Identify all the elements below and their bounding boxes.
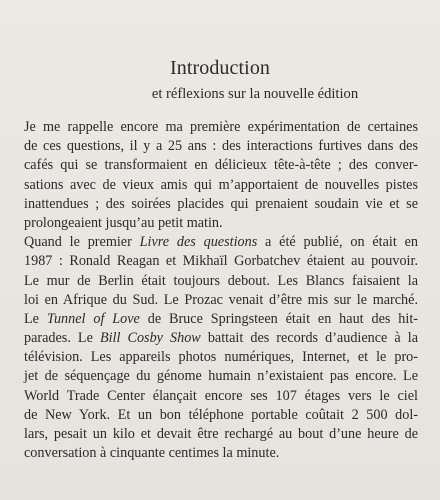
text-line: 1987 : Ronald Reagan et Mikhaïl Gorbatchev étaient au pouvoir. [24,253,418,270]
text-line [24,329,418,348]
text-line: jet de séquençage du génome humain n’existaient pas encore. Le [24,368,418,385]
text-run: battait des records d’audience à la [200,330,418,347]
text-run: parades. Le [24,330,100,347]
book-title: Livre des questions [139,234,258,251]
body-text [24,118,418,463]
text-run: Quand le premier [24,234,140,251]
text-line [24,310,418,329]
text-line: Le mur de Berlin était toujours debout. Les Blancs faisaient la [24,272,418,289]
text-line: loi en Afrique du Sud. Le Prozac venait d’être mis sur le marché. [24,291,418,308]
text-line: Je me rappelle encore ma première expérimentation de certaines [24,119,418,135]
text-line: sations avec de vieux amis qui m’apportaient de nouvelles pistes [24,176,418,193]
text-line: cafés qui se transformaient en délicieux tête-à-tête ; des conver- [24,157,418,174]
text-line: prolongeaient jusqu’au petit matin. [24,214,223,231]
text-line [24,233,418,252]
text-line: conversation à cinquante centimes la minute. [24,445,280,462]
text-run: Le [24,310,47,327]
paragraph-1 [24,118,418,233]
text-line: de New York. Et un bon téléphone portable coûtait 2 500 dol- [24,406,418,423]
text-run: de Bruce Springsteen était en haut des hit- [139,310,418,327]
show-title: Bill Cosby Show [99,330,201,347]
text-line: télévision. Les appareils photos numériques, Internet, et le pro- [24,349,418,366]
text-line: inattendues ; des soirées placides qui prenaient soudain vie et se [24,195,418,212]
text-run: a été publié, on était en [257,234,418,251]
album-title: Tunnel of Love [46,310,140,327]
paragraph-2 [24,233,418,463]
text-line: de ces questions, il y a 25 ans : des interactions furtives dans des [24,138,418,155]
chapter-subtitle: et réflexions sur la nouvelle édition [151,86,359,102]
chapter-title: Introduction [169,57,271,79]
text-line: lars, pesait un kilo et devait être rechargé au bout d’une heure de [24,426,418,442]
text-line: World Trade Center élançait encore ses 107 étages vers le ciel [24,387,418,404]
